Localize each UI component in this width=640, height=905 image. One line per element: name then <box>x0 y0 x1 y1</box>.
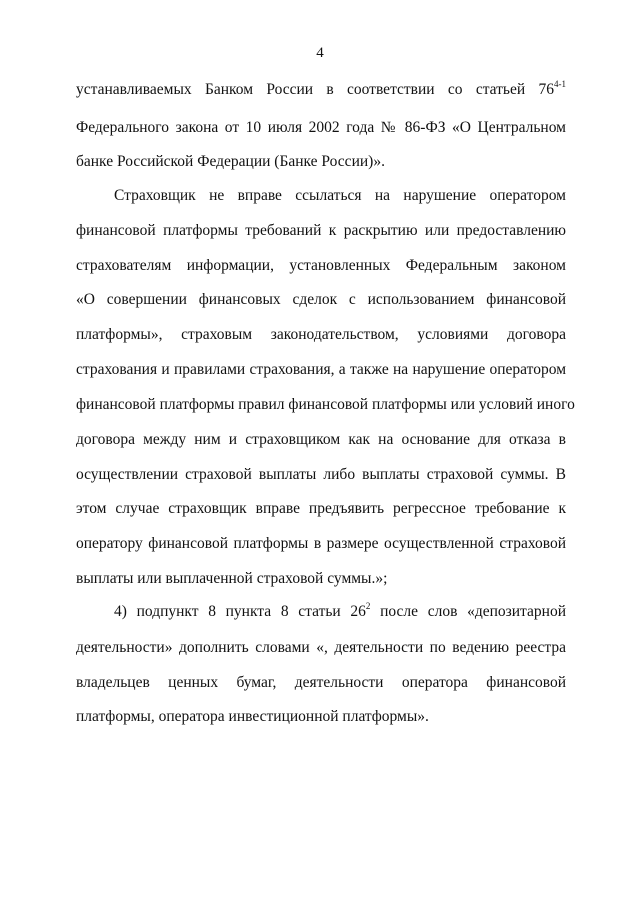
text-line: платформы, оператора инвестиционной платформы». <box>76 708 429 725</box>
text-line: владельцев ценных бумаг, деятельности оператора финансовой <box>76 674 566 691</box>
text-line: выплаты или выплаченной страховой суммы.»; <box>76 570 388 587</box>
text-line: финансовой платформы требований к раскрытию или предоставлению <box>76 222 566 239</box>
text-line: оператору финансовой платформы в размере осуществленной страховой <box>76 535 566 552</box>
text-line: деятельности» дополнить словами «, деятельности по ведению реестра <box>76 639 566 656</box>
superscript: 4-1 <box>554 79 566 89</box>
text-line: устанавливаемых Банком России в соответствии со статьей 76$^{4-1}$ <box>76 79 566 98</box>
text-line: банке Российской Федерации (Банке России)». <box>76 153 385 170</box>
text-line: «О совершении финансовых сделок с использованием финансовой <box>76 291 566 308</box>
text-line: платформы», страховым законодательством, условиями договора <box>76 326 566 343</box>
paragraph-first-line: 4) подпункт 8 пункта 8 статьи $26^2$ после слов «депозитарной <box>114 601 566 620</box>
text-line: этом случае страховщик вправе предъявить регрессное требование к <box>76 500 566 517</box>
text-line: договора между ним и страховщиком как на основание для отказа в <box>76 431 566 448</box>
superscript: 2 <box>365 601 371 611</box>
text-line: финансовой платформы правил финансовой платформы или условий иного <box>76 396 575 413</box>
paragraph-first-line: Страховщик не вправе ссылаться на нарушение оператором <box>114 187 566 204</box>
page-number: 4 <box>316 45 324 61</box>
text-line: осуществлении страховой выплаты либо выплаты страховой суммы. В <box>76 466 566 483</box>
text-line: Федерального закона от 10 июля 2002 года № 86-ФЗ «О Центральном <box>76 119 566 136</box>
text-line: страхования и правилами страхования, а также на нарушение оператором <box>76 361 566 378</box>
text-line: страхователям информации, установленных Федеральным законом <box>76 257 566 274</box>
